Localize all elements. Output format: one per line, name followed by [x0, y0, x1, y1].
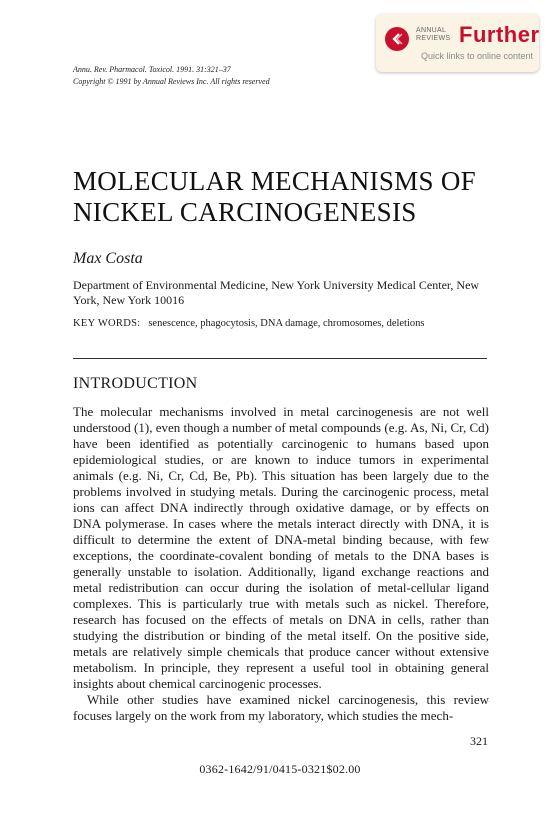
body-paragraph: The molecular mechanisms involved in metal carcinogenesis are not well understood (1), even though a number of metal compounds (e.g. As, Ni, Cr, Cd) have been identified as potentially carcinogenic to humans based upon epidemiological studies, or are known to induce tumors in experimental animals (e.g. Ni, Cr, Cd, Be, Pb). This situation has been largely due to the problems involved in studying metals. During the carcinogenic process, metal ions can affect DNA indirectly through oxidative damage, or by effects on DNA polymerase. In cases where the metals interact directly with DNA, it is difficult to determine the extent of DNA-metal binding because, with few exceptions, the coordinate-covalent bonding of metals to the DNA bases is generally unstable to isolation. Additionally, ligand exchange reactions and metal redistribution can occur during the isolation of metal-cellular ligand complexes. This is particularly true with metals such as nickel. Therefore, research has focused on the effects of metals on DNA in cells, rather than studying the distribution or binding of the metal itself. On the positive side, metals are relatively simple chemicals that produce cancer without extensive metabolism. In principle, they represent a useful tool in obtaining general insights about chemical carcinogenic processes. [73, 404, 489, 691]
banner-annual-reviews-text: ANNUAL REVIEWS [416, 27, 451, 42]
body-paragraph: While other studies have examined nickel carcinogenesis, this review focuses largely on the work from my laboratory, which studies the mech- [73, 692, 489, 723]
annual-reviews-logo-icon [385, 27, 409, 51]
journal-citation [73, 64, 270, 88]
section-heading: INTRODUCTION [73, 375, 198, 392]
banner-tagline[interactable]: Quick links to online content [421, 51, 534, 61]
author-name: Max Costa [73, 250, 143, 267]
banner-further-wordmark: Further [459, 22, 540, 47]
title-line: MOLECULAR MECHANISMS OF [73, 166, 476, 196]
article-title [73, 166, 493, 228]
copyright-line: Copyright © 1991 by Annual Reviews Inc. All rights reserved [73, 77, 270, 86]
keywords-terms: senescence, phagocytosis, DNA damage, chromosomes, deletions [148, 318, 425, 329]
page-number: 321 [470, 734, 488, 748]
section-divider [73, 358, 487, 359]
citation-line: Annu. Rev. Pharmacol. Toxicol. 1991. 31:321–37 [73, 65, 231, 74]
title-line: NICKEL CARCINOGENESIS [73, 197, 417, 227]
annual-reviews-further-banner[interactable] [376, 14, 539, 72]
keywords [73, 318, 424, 329]
footer-code: 0362-1642/91/0415-0321$02.00 [199, 762, 361, 776]
author-affiliation: Department of Environmental Medicine, New York University Medical Center, New York, New York 10016 [73, 278, 480, 307]
keywords-label: KEY WORDS: [73, 318, 141, 329]
article-body [73, 404, 489, 724]
